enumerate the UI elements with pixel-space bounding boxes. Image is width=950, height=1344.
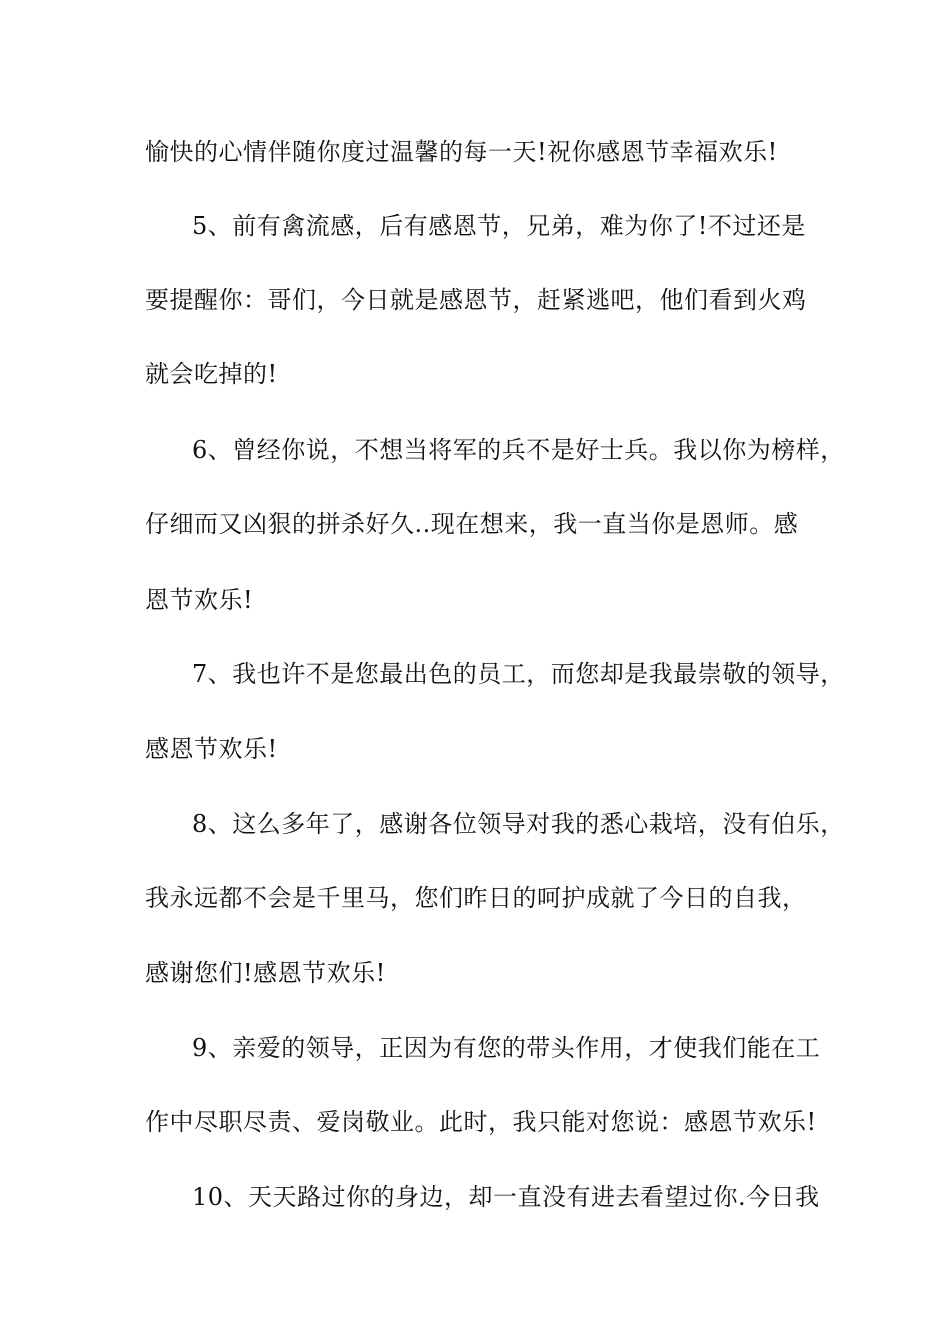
text-line-9: 感恩节欢乐! (145, 735, 278, 763)
text-line-11: 我永远都不会是千里马，您们昨日的呵护成就了今日的自我， (145, 884, 807, 912)
text-line-10: 8、这么多年了，感谢各位领导对我的悉心栽培，没有伯乐， (192, 810, 845, 838)
text-line-8: 7、我也许不是您最出色的员工，而您却是我最崇敬的领导， (192, 660, 845, 688)
text-line-12: 感谢您们!感恩节欢乐! (145, 959, 386, 987)
text-line-3: 要提醒你：哥们，今日就是感恩节，赶紧逃吧，他们看到火鸡 (145, 286, 807, 314)
text-line-15: 10、天天路过你的身边，却一直没有进去看望过你.今日我 (192, 1183, 820, 1211)
text-line-2: 5、前有禽流感，后有感恩节，兄弟，难为你了!不过还是 (192, 212, 806, 240)
text-line-5: 6、曾经你说，不想当将军的兵不是好士兵。我以你为榜样， (192, 436, 845, 464)
text-line-4: 就会吃掉的! (145, 360, 278, 388)
text-line-1: 愉快的心情伴随你度过温馨的每一天!祝你感恩节幸福欢乐! (145, 138, 778, 166)
text-line-13: 9、亲爱的领导，正因为有您的带头作用，才使我们能在工 (192, 1034, 821, 1062)
text-line-14: 作中尽职尽责、爱岗敬业。此时，我只能对您说：感恩节欢乐! (145, 1108, 817, 1136)
text-line-6: 仔细而又凶狠的拼杀好久..现在想来，我一直当你是恩师。感 (145, 510, 799, 538)
text-line-7: 恩节欢乐! (145, 586, 254, 614)
